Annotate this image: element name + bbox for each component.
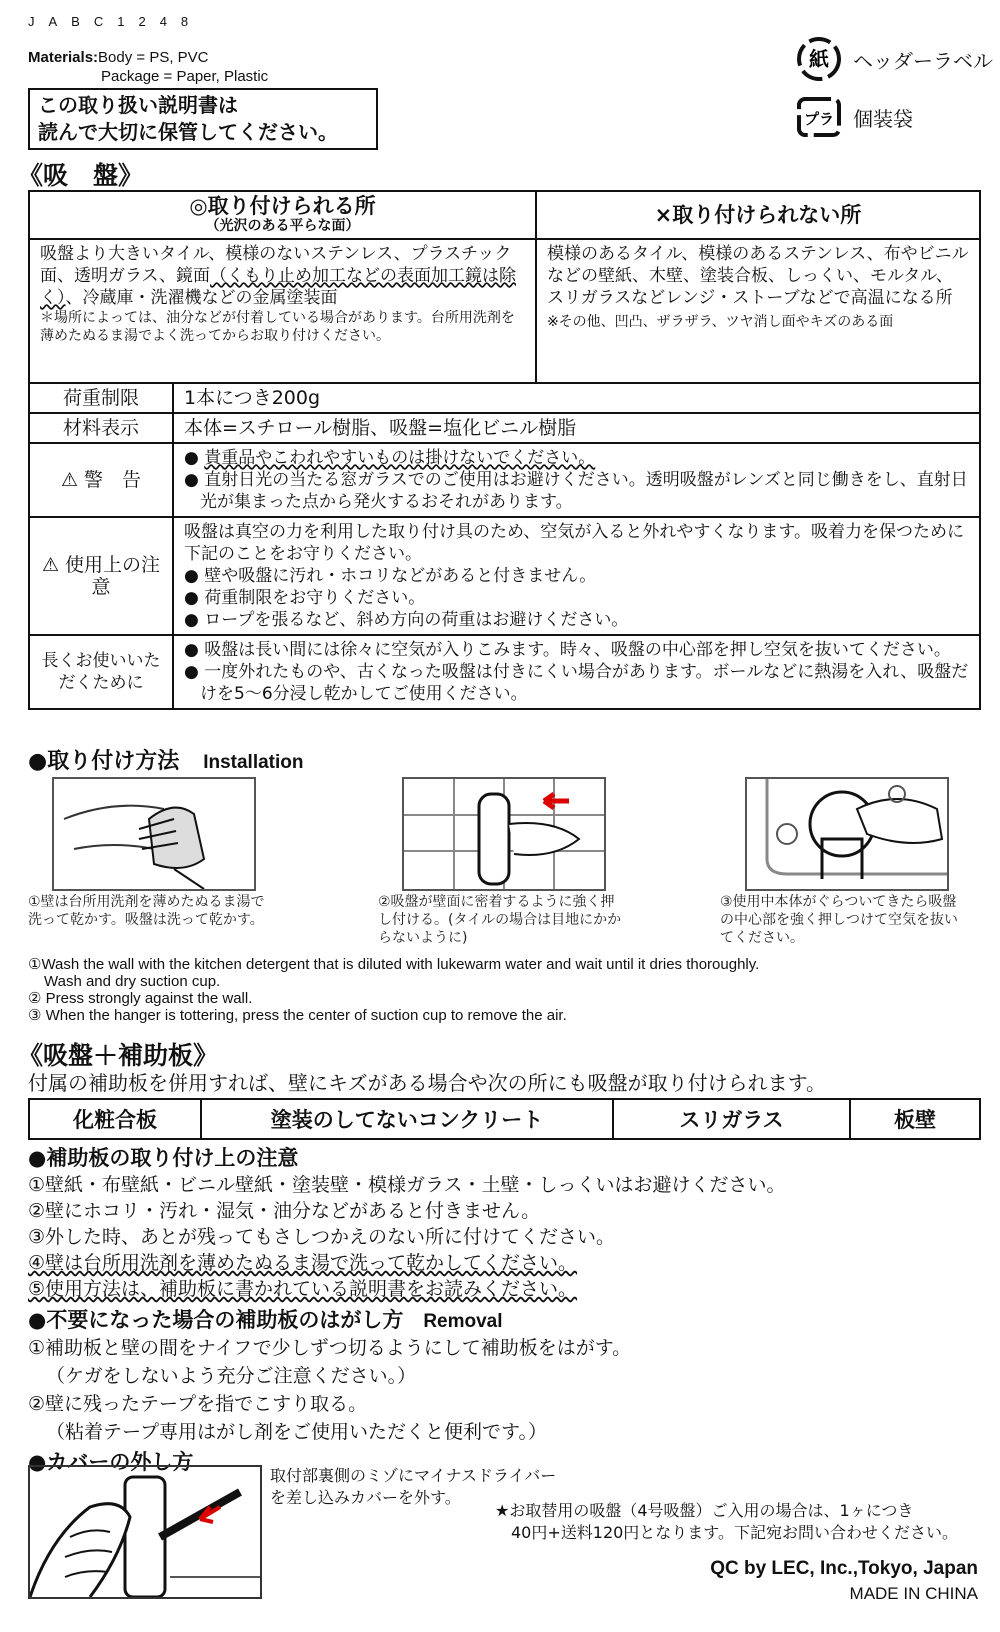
- caution-label: 使用上の注意: [65, 554, 161, 598]
- replace-line-1: ★お取替用の吸盤（4号吸盤）ご入用の場合は、1ヶにつき: [495, 1501, 914, 1520]
- replace-line-2: 40円+送料120円となります。下記宛お問い合わせください。: [511, 1523, 959, 1542]
- warning-item: ● 貴重品やこわれやすいものは掛けないでください。: [184, 448, 596, 468]
- ng-note: ※その他、凹凸、ザラザラ、ツヤ消し面やキズのある面: [546, 314, 894, 330]
- paper-recycle-icon: [795, 35, 843, 83]
- caution-cell: [173, 517, 980, 635]
- recycle-row-paper: [795, 30, 995, 88]
- surface-type: スリガラス: [613, 1099, 850, 1139]
- ok-places-text: [40, 243, 525, 309]
- list-item: ③外した時、あとが残ってもさしつかえのない所に付けてください。: [28, 1226, 616, 1248]
- materials-package: Package = Paper, Plastic: [101, 68, 269, 85]
- surface-type: 塗装のしてないコンクリート: [201, 1099, 613, 1139]
- list-item: ①補助板と壁の間をナイフで少しずつ切るようにして補助板をはがす。: [28, 1337, 632, 1359]
- install-step2-illustration: [402, 777, 606, 891]
- cover-title: ●カバーの外し方: [28, 1450, 194, 1474]
- materials-info: [28, 48, 268, 86]
- caution-intro: 吸盤は真空の力を利用した取り付け具のため、空気が入ると外れやすくなります。吸着力を保つために下記のことをお守りください。: [184, 522, 964, 564]
- installation-english-steps: [28, 956, 759, 1024]
- caution-item: ● 壁や吸盤に汚れ・ホコリなどがあると付きません。: [184, 566, 597, 586]
- en-step-3: ③ When the hanger is tottering, press the center of suction cup to remove the air.: [28, 1007, 567, 1024]
- material-label: 材料表示: [29, 413, 173, 443]
- warning-item: ● 直射日光の当たる窓ガラスでのご使用はお避けください。透明吸盤がレンズと同じ働きをし、直射日光が集まった点から発火するおそれがあります。: [184, 470, 968, 512]
- recycle-row-plastic: [795, 88, 995, 146]
- materials-body: Body = PS, PVC: [98, 49, 209, 66]
- ok-subheader: （光沢のある平らな面）: [205, 218, 360, 234]
- ok-text-b: （くもり止め加工などの表面加工鏡は除く）: [40, 266, 516, 308]
- install-step1-caption: ①壁は台所用洗剤を薄めたぬるま湯で洗って乾かす。吸盤は洗って乾かす。: [28, 894, 265, 928]
- press-center-icon: [747, 779, 947, 889]
- load-label: 荷重制限: [29, 383, 173, 413]
- long-use-item: ● 吸盤は長い間には徐々に空気が入りこみます。時々、吸盤の中心部を押し空気を抜いてください。: [184, 640, 951, 660]
- plate-notes-list: [28, 1172, 785, 1302]
- install-step1-illustration: [52, 777, 256, 891]
- ok-header-cell: [29, 191, 536, 239]
- company-name: QC by LEC, Inc.,Tokyo, Japan: [710, 1558, 978, 1579]
- ok-note: ＊場所によっては、油分などが付着している場合があります。台所用洗剤を薄めたぬるま湯でよく洗ってからお取り付けください。: [40, 310, 515, 344]
- ng-header: ×取り付けられない所: [536, 191, 980, 239]
- surface-type: 板壁: [850, 1099, 980, 1139]
- plate-notes-block: [28, 1142, 785, 1476]
- en-step-1: ①Wash the wall with the kitchen detergent that is diluted with lukewarm water and wait until it dries thoroughly.: [28, 956, 760, 973]
- warning-label-cell: [29, 443, 173, 517]
- install-step2-caption: ②吸盤が壁面に密着するように強く押し付ける。(タイルの場合は目地にかからないように): [378, 894, 622, 946]
- ng-places-text: 模様のあるタイル、模様のあるステンレス、布やビニルなどの壁紙、木壁、塗装合板、しっくい、モルタル、スリガラスなどレンジ・ストーブなどで高温になる所: [546, 244, 969, 308]
- removal-title: ●不要になった場合の補助板のはがし方: [28, 1308, 404, 1332]
- screwdriver-cover-icon: [30, 1467, 260, 1597]
- plastic-label: 個装袋: [853, 106, 913, 131]
- product-code: JABC1248: [28, 14, 203, 29]
- install-step3-caption: ③使用中本体がぐらついてきたら吸盤の中心部を強く押しつけて空気を抜いてください。: [720, 894, 958, 946]
- removal-title-en: Removal: [423, 1311, 503, 1332]
- notice-line-2: 読んで大切に保管してください。: [38, 120, 338, 144]
- long-use-label: 長くお使いいただくために: [29, 635, 173, 709]
- cover-text-2: を差し込みカバーを外す。: [270, 1488, 461, 1507]
- en-step-1b: Wash and dry suction cup.: [44, 973, 221, 990]
- plate-notes-title: ●補助板の取り付け上の注意: [28, 1146, 299, 1170]
- en-step-2: ② Press strongly against the wall.: [28, 990, 253, 1007]
- warning-cell: [173, 443, 980, 517]
- removal-title-row: [28, 1304, 785, 1334]
- plate-surface-types: [28, 1098, 981, 1140]
- warning-triangle-icon: ⚠: [60, 469, 78, 491]
- long-use-item: ● 一度外れたものや、古くなった吸盤は付きにくい場合があります。ボールなどに熱湯を入れ、吸盤だけを5～6分浸し乾かしてご使用ください。: [184, 662, 969, 704]
- cover-text-1: 取付部裏側のミゾにマイナスドライバー: [270, 1466, 557, 1485]
- list-item: ④壁は台所用洗剤を薄めたぬるま湯で洗って乾かしてください。: [28, 1252, 578, 1274]
- long-use-cell: [173, 635, 980, 709]
- list-item: ①壁紙・布壁紙・ビニル壁紙・塗装壁・模様ガラス・土壁・しっくいはお避けください。: [28, 1174, 786, 1196]
- caution-triangle-icon: ⚠: [41, 554, 59, 576]
- wipe-wall-hand-icon: [54, 779, 254, 889]
- paper-mark-text: 紙: [809, 47, 829, 71]
- plastic-recycle-icon: [795, 93, 843, 141]
- caution-label-cell: [29, 517, 173, 635]
- replacement-info: [495, 1500, 958, 1544]
- caution-item: ● 荷重制限をお守りください。: [184, 588, 426, 608]
- recycle-marks: [795, 30, 995, 146]
- plate-intro: 付属の補助板を併用すれば、壁にキズがある場合や次の所にも吸盤が取り付けられます。: [28, 1071, 826, 1095]
- caution-item: ● ロープを張るなど、斜め方向の荷重はお避けください。: [184, 610, 629, 630]
- notice-line-1: この取り扱い説明書は: [38, 93, 238, 117]
- suction-info-table: [28, 190, 981, 710]
- list-item: ②壁に残ったテープを指でこすり取る。: [28, 1393, 368, 1415]
- install-step3-illustration: [745, 777, 949, 891]
- plastic-mark-text: プラ: [803, 110, 835, 128]
- list-item: ②壁にホコリ・汚れ・湿気・油分などがあると付きません。: [28, 1200, 541, 1222]
- ng-places-cell: [536, 239, 980, 383]
- plate-section-title: 《吸盤＋補助板》: [18, 1041, 219, 1070]
- list-item: （粘着テープ専用はがし剤をご使用いただくと便利です。）: [46, 1421, 548, 1443]
- paper-label: ヘッダーラベル: [853, 48, 993, 73]
- press-suction-cup-icon: [404, 779, 604, 889]
- load-value: 1本につき200g: [173, 383, 980, 413]
- material-value: 本体=スチロール樹脂、吸盤=塩化ビニル樹脂: [173, 413, 980, 443]
- country-of-origin: MADE IN CHINA: [849, 1584, 978, 1603]
- surface-type: 化粧合板: [29, 1099, 201, 1139]
- ok-text-a: 吸盤より大きいタイル、模様のないステンレス、プラスチック面、透明ガラス、鏡面: [40, 244, 512, 286]
- keep-manual-notice: [28, 88, 378, 150]
- cover-removal-illustration: [28, 1465, 262, 1599]
- ok-places-cell: [29, 239, 536, 383]
- removal-list: [28, 1334, 785, 1446]
- warning-label: 警 告: [84, 469, 142, 491]
- list-item: ⑤使用方法は、補助板に書かれている説明書をお読みください。: [28, 1278, 578, 1300]
- ok-text-c: 、冷蔵庫・洗濯機などの金属塗装面: [65, 288, 338, 308]
- list-item: （ケガをしないよう充分ご注意ください。）: [46, 1365, 417, 1387]
- ok-header: ◎取り付けられる所: [189, 194, 376, 218]
- installation-title-en: Installation: [203, 752, 304, 773]
- suction-section-title: 《吸 盤》: [18, 161, 144, 190]
- installation-title-row: [28, 744, 304, 775]
- materials-label: Materials:: [28, 49, 99, 66]
- installation-title: ●取り付け方法: [28, 749, 180, 774]
